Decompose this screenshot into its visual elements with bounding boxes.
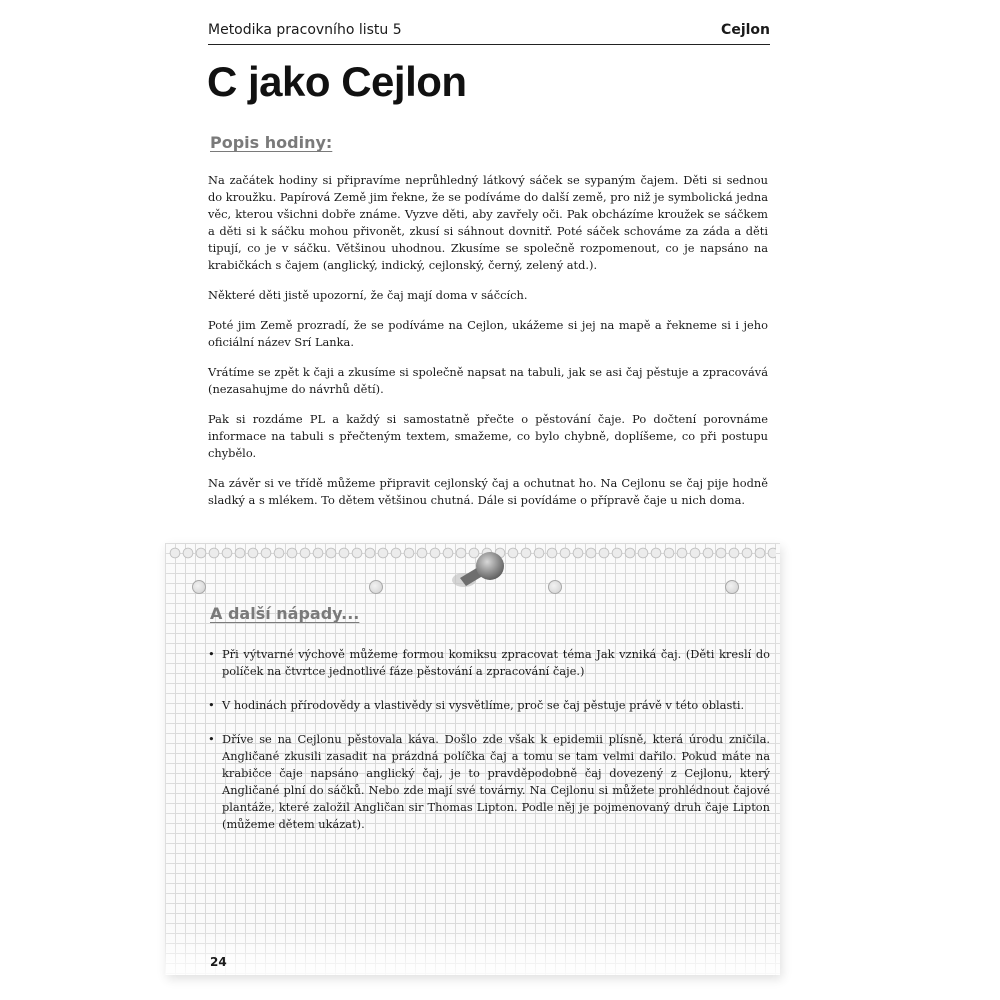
list-item <box>208 731 770 833</box>
page-number: 24 <box>210 955 227 969</box>
bullet-icon: • <box>208 732 215 746</box>
lesson-paragraph: Vrátíme se zpět k čaji a zkusíme si společně napsat na tabuli, jak se asi čaj pěstuje a zpracovává (nezasahujme do návrhů dětí). <box>208 365 768 396</box>
lesson-paragraph: Pak si rozdáme PL a každý si samostatně přečte o pěstování čaje. Po dočtení porovnáme informace na tabuli s přečteným textem, smažeme, co bylo chybně, doplíšeme, co při postupu chybělo. <box>208 412 768 460</box>
header-worksheet-label: Metodika pracovního listu 5 <box>208 22 402 38</box>
binder-hole-icon <box>369 580 383 594</box>
lesson-paragraph: Poté jim Země prozradí, že se podíváme na Cejlon, ukážeme si jej na mapě a řekneme si i jeho oficiální název Srí Lanka. <box>208 318 768 349</box>
running-header <box>208 22 770 45</box>
ideas-list <box>208 646 770 850</box>
ideas-heading: A další nápady... <box>210 604 360 623</box>
bullet-icon: • <box>208 698 215 712</box>
idea-text: V hodinách přírodovědy a vlastivědy si vysvětlíme, proč se čaj pěstuje právě v této oblasti. <box>222 698 745 712</box>
idea-text: Dříve se na Cejlonu pěstovala káva. Došlo zde však k epidemii plísně, která úrodu zničila. Angličané zkusili zasadit na prázdná políčka čaj a tomu se tam velmi dařilo. Pokud máte na krabičce čaje napsáno anglický čaj, je to pravděpodobně čaj dovezený z Cejlonu, který Angličané plní do sáčků. Nebo zde mají své továrny. Na Cejlonu si můžete prohlédnout čajové plantáže, které založil Angličan sir Thomas Lipton. Podle něj je pojmenovaný druh čaje Lipton (můžeme dětem ukázat). <box>222 732 770 831</box>
pushpin-icon <box>450 548 510 594</box>
lesson-paragraph: Některé děti jistě upozorní, že čaj mají doma v sáčcích. <box>208 288 528 302</box>
binder-hole-icon <box>548 580 562 594</box>
lesson-paragraph: Na začátek hodiny si připravíme neprůhledný látkový sáček se sypaným čajem. Děti si sednou do kroužku. Papírová Země jim řekne, že se podíváme do další země, pro niž je symbolická jedna věc, kterou všichni dobře známe. Vyzve děti, aby zavřely oči. Pak obcházíme kroužek se sáčkem a děti si k sáčku mohou přivonět, zkusí si sáhnout dovnitř. Poté sáček schováme za záda a děti tipují, co je v sáčku. Většinou uhodnou. Zkusíme se společně rozpomenout, co je napsáno na krabičkách s čajem (anglický, indický, cejlonský, černý, zelený atd.). <box>208 173 768 272</box>
lesson-description <box>208 172 768 522</box>
bullet-icon: • <box>208 647 215 661</box>
list-item <box>208 697 770 714</box>
lesson-heading: Popis hodiny: <box>210 133 333 152</box>
list-item <box>208 646 770 680</box>
binder-hole-icon <box>192 580 206 594</box>
idea-text: Při výtvarné výchově můžeme formou komiksu zpracovat téma Jak vzniká čaj. (Děti kreslí do políček na čtvrtce jednotlivé fáze pěstování a zpracování čaje.) <box>222 647 770 678</box>
page-title: C jako Cejlon <box>207 58 467 105</box>
header-topic-label: Cejlon <box>721 22 770 38</box>
binder-hole-icon <box>725 580 739 594</box>
lesson-paragraph: Na závěr si ve třídě můžeme připravit cejlonský čaj a ochutnat ho. Na Cejlonu se čaj pije hodně sladký a s mlékem. To dětem většinou chutná. Dále si povídáme o přípravě čaje u nich doma. <box>208 476 768 507</box>
